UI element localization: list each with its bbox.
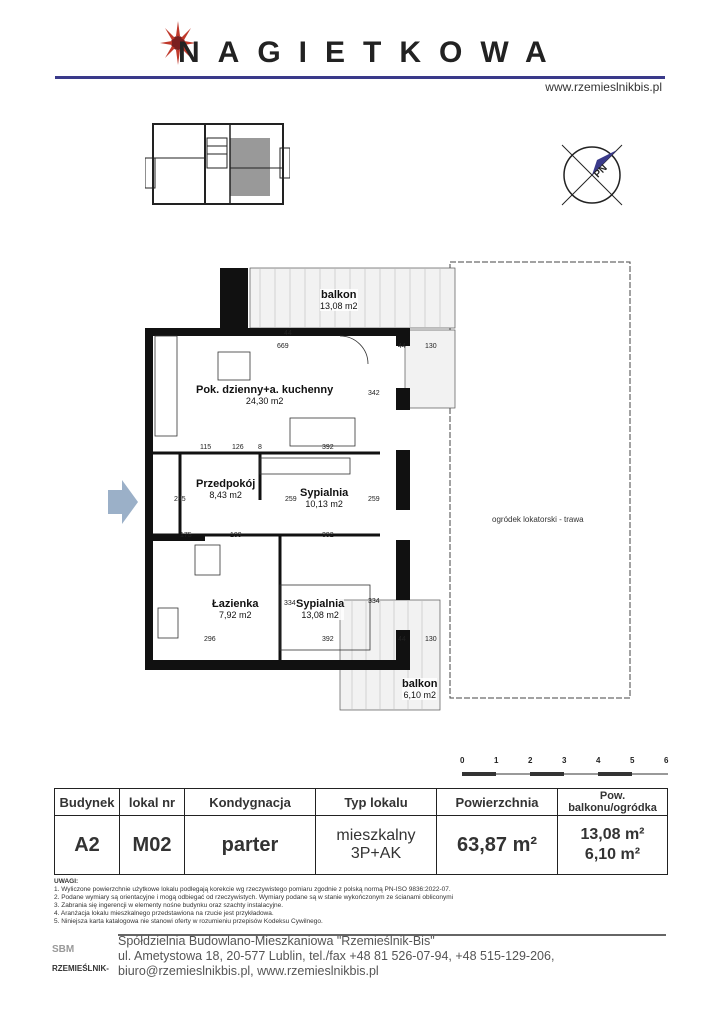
- header-type: Typ lokalu: [316, 789, 437, 816]
- key-plan: [145, 118, 290, 214]
- bathroom-label: Łazienka 7,92 m2: [212, 598, 259, 620]
- dim-label: 44: [284, 330, 292, 337]
- floor-plan: [100, 240, 680, 730]
- compass-label: PN: [592, 162, 610, 181]
- garden-label: ogródek lokatorski - trawa: [492, 515, 584, 524]
- dim-label: 8: [258, 444, 262, 451]
- notes: UWAGI: 1. Wyliczone powierzchnie użytkowe lokalu podlegają korekcie wg rzeczywistego pomiaru zgodnie z polską normą PN-ISO 9836:2022-07. 2. Podane wymiary są orientacyjne i mogą odbiegać od rzeczywistych. Wymiary podane są w stanie wykończonym ze ścianami obliconymi 3. Zabrania się ingerencji w elementy nośne budynku oraz szachty instalacyjne. 4. Aranżacja lokalu mieszkalnego przedstawiona na rzucie jest przykładowa. 5. Niniejsza karta katalogowa nie stanowi oferty w rozumieniu przepisów Kodeksu Cywilnego.: [54, 878, 674, 926]
- dim-label: 175: [180, 532, 192, 539]
- value-unit: M02: [120, 816, 185, 875]
- bedroom2-label: Sypialnia 13,08 m2: [296, 598, 345, 620]
- footer-logo-top: SBM: [52, 944, 75, 955]
- balcony-bottom-label: balkon 6,10 m2: [402, 678, 438, 700]
- dim-label: 334: [284, 600, 296, 607]
- value-floor: parter: [185, 816, 316, 875]
- scale-tick-label: 0: [460, 756, 465, 765]
- note-item: 2. Podane wymiary są orientacyjne i mogą odbiegać od rzeczywistych. Wymiary podane są w stanie wykończonym ze ścianami obliconymi: [54, 894, 454, 901]
- header-url: www.rzemieslnikbis.pl: [545, 80, 662, 94]
- header-balcony: Pow. balkonu/ogródka: [558, 789, 668, 816]
- scale-tick-label: 2: [528, 756, 533, 765]
- dim-label: 130: [425, 343, 437, 350]
- north-arrow-icon: [557, 140, 627, 210]
- dim-label: 259: [285, 496, 297, 503]
- dim-label: 235: [174, 496, 186, 503]
- dim-label: 130: [425, 636, 437, 643]
- value-balcony: 13,08 m² 6,10 m²: [558, 816, 668, 875]
- scale-bar: [458, 766, 674, 780]
- dim-label: 392: [322, 444, 334, 451]
- header-area: Powierzchnia: [437, 789, 558, 816]
- unit-info-table: [54, 788, 668, 875]
- dim-label: 392: [322, 532, 334, 539]
- dim-label: 334: [368, 598, 380, 605]
- dim-label: 392: [322, 636, 334, 643]
- note-item: 5. Niniejsza karta katalogowa nie stanowi oferty w rozumieniu przepisów Kodeksu Cywilnego.: [54, 918, 323, 925]
- living-room-label: Pok. dzienny+a. kuchenny 24,30 m2: [196, 384, 334, 406]
- footer-contact: Spółdzielnia Budowlano-Mieszkaniowa "Rzemieślnik-Bis" ul. Ametystowa 18, 20-577 Lublin, tel./fax +48 81 526-07-94, +48 515-129-206, biuro@rzemieslnikbis.pl, www.rzemieslnikbis.pl: [118, 934, 555, 978]
- bedroom1-label: Sypialnia 10,13 m2: [300, 487, 349, 509]
- dim-label: 44: [398, 343, 406, 350]
- dim-label: 259: [368, 496, 380, 503]
- scale-tick-label: 3: [562, 756, 567, 765]
- value-type: mieszkalny 3P+AK: [316, 816, 437, 875]
- page-title: NAGIETKOWA: [178, 36, 565, 69]
- value-building: A2: [55, 816, 120, 875]
- scale-tick-label: 6: [664, 756, 669, 765]
- scale-tick-label: 4: [596, 756, 601, 765]
- dim-label: 296: [204, 636, 216, 643]
- header-floor: Kondygnacja: [185, 789, 316, 816]
- dim-label: 126: [232, 444, 244, 451]
- scale-tick-label: 1: [494, 756, 499, 765]
- header-building: Budynek: [55, 789, 120, 816]
- footer-logo-bottom: RZEMIEŚLNIK-: [52, 964, 109, 973]
- dim-label: 109: [230, 532, 242, 539]
- note-item: 3. Zabrania się ingerencji w elementy nośne budynku oraz szachty instalacyjne.: [54, 902, 284, 909]
- balcony-top-label: balkon 13,08 m2: [320, 289, 358, 311]
- dim-label: 44: [398, 636, 406, 643]
- dim-label: 669: [277, 343, 289, 350]
- dim-label: 342: [368, 390, 380, 397]
- hall-label: Przedpokój 8,43 m2: [196, 478, 256, 500]
- value-area: 63,87 m²: [437, 816, 558, 875]
- note-item: 1. Wyliczone powierzchnie użytkowe lokalu podlegają korekcie wg rzeczywistego pomiaru zgodnie z polską normą PN-ISO 9836:2022-07.: [54, 886, 451, 893]
- scale-tick-label: 5: [630, 756, 635, 765]
- header-divider: [55, 76, 665, 79]
- dim-label: 115: [200, 444, 212, 451]
- note-item: 4. Aranżacja lokalu mieszkalnego przedstawiona na rzucie jest przykładowa.: [54, 910, 274, 917]
- header-unit: lokal nr: [120, 789, 185, 816]
